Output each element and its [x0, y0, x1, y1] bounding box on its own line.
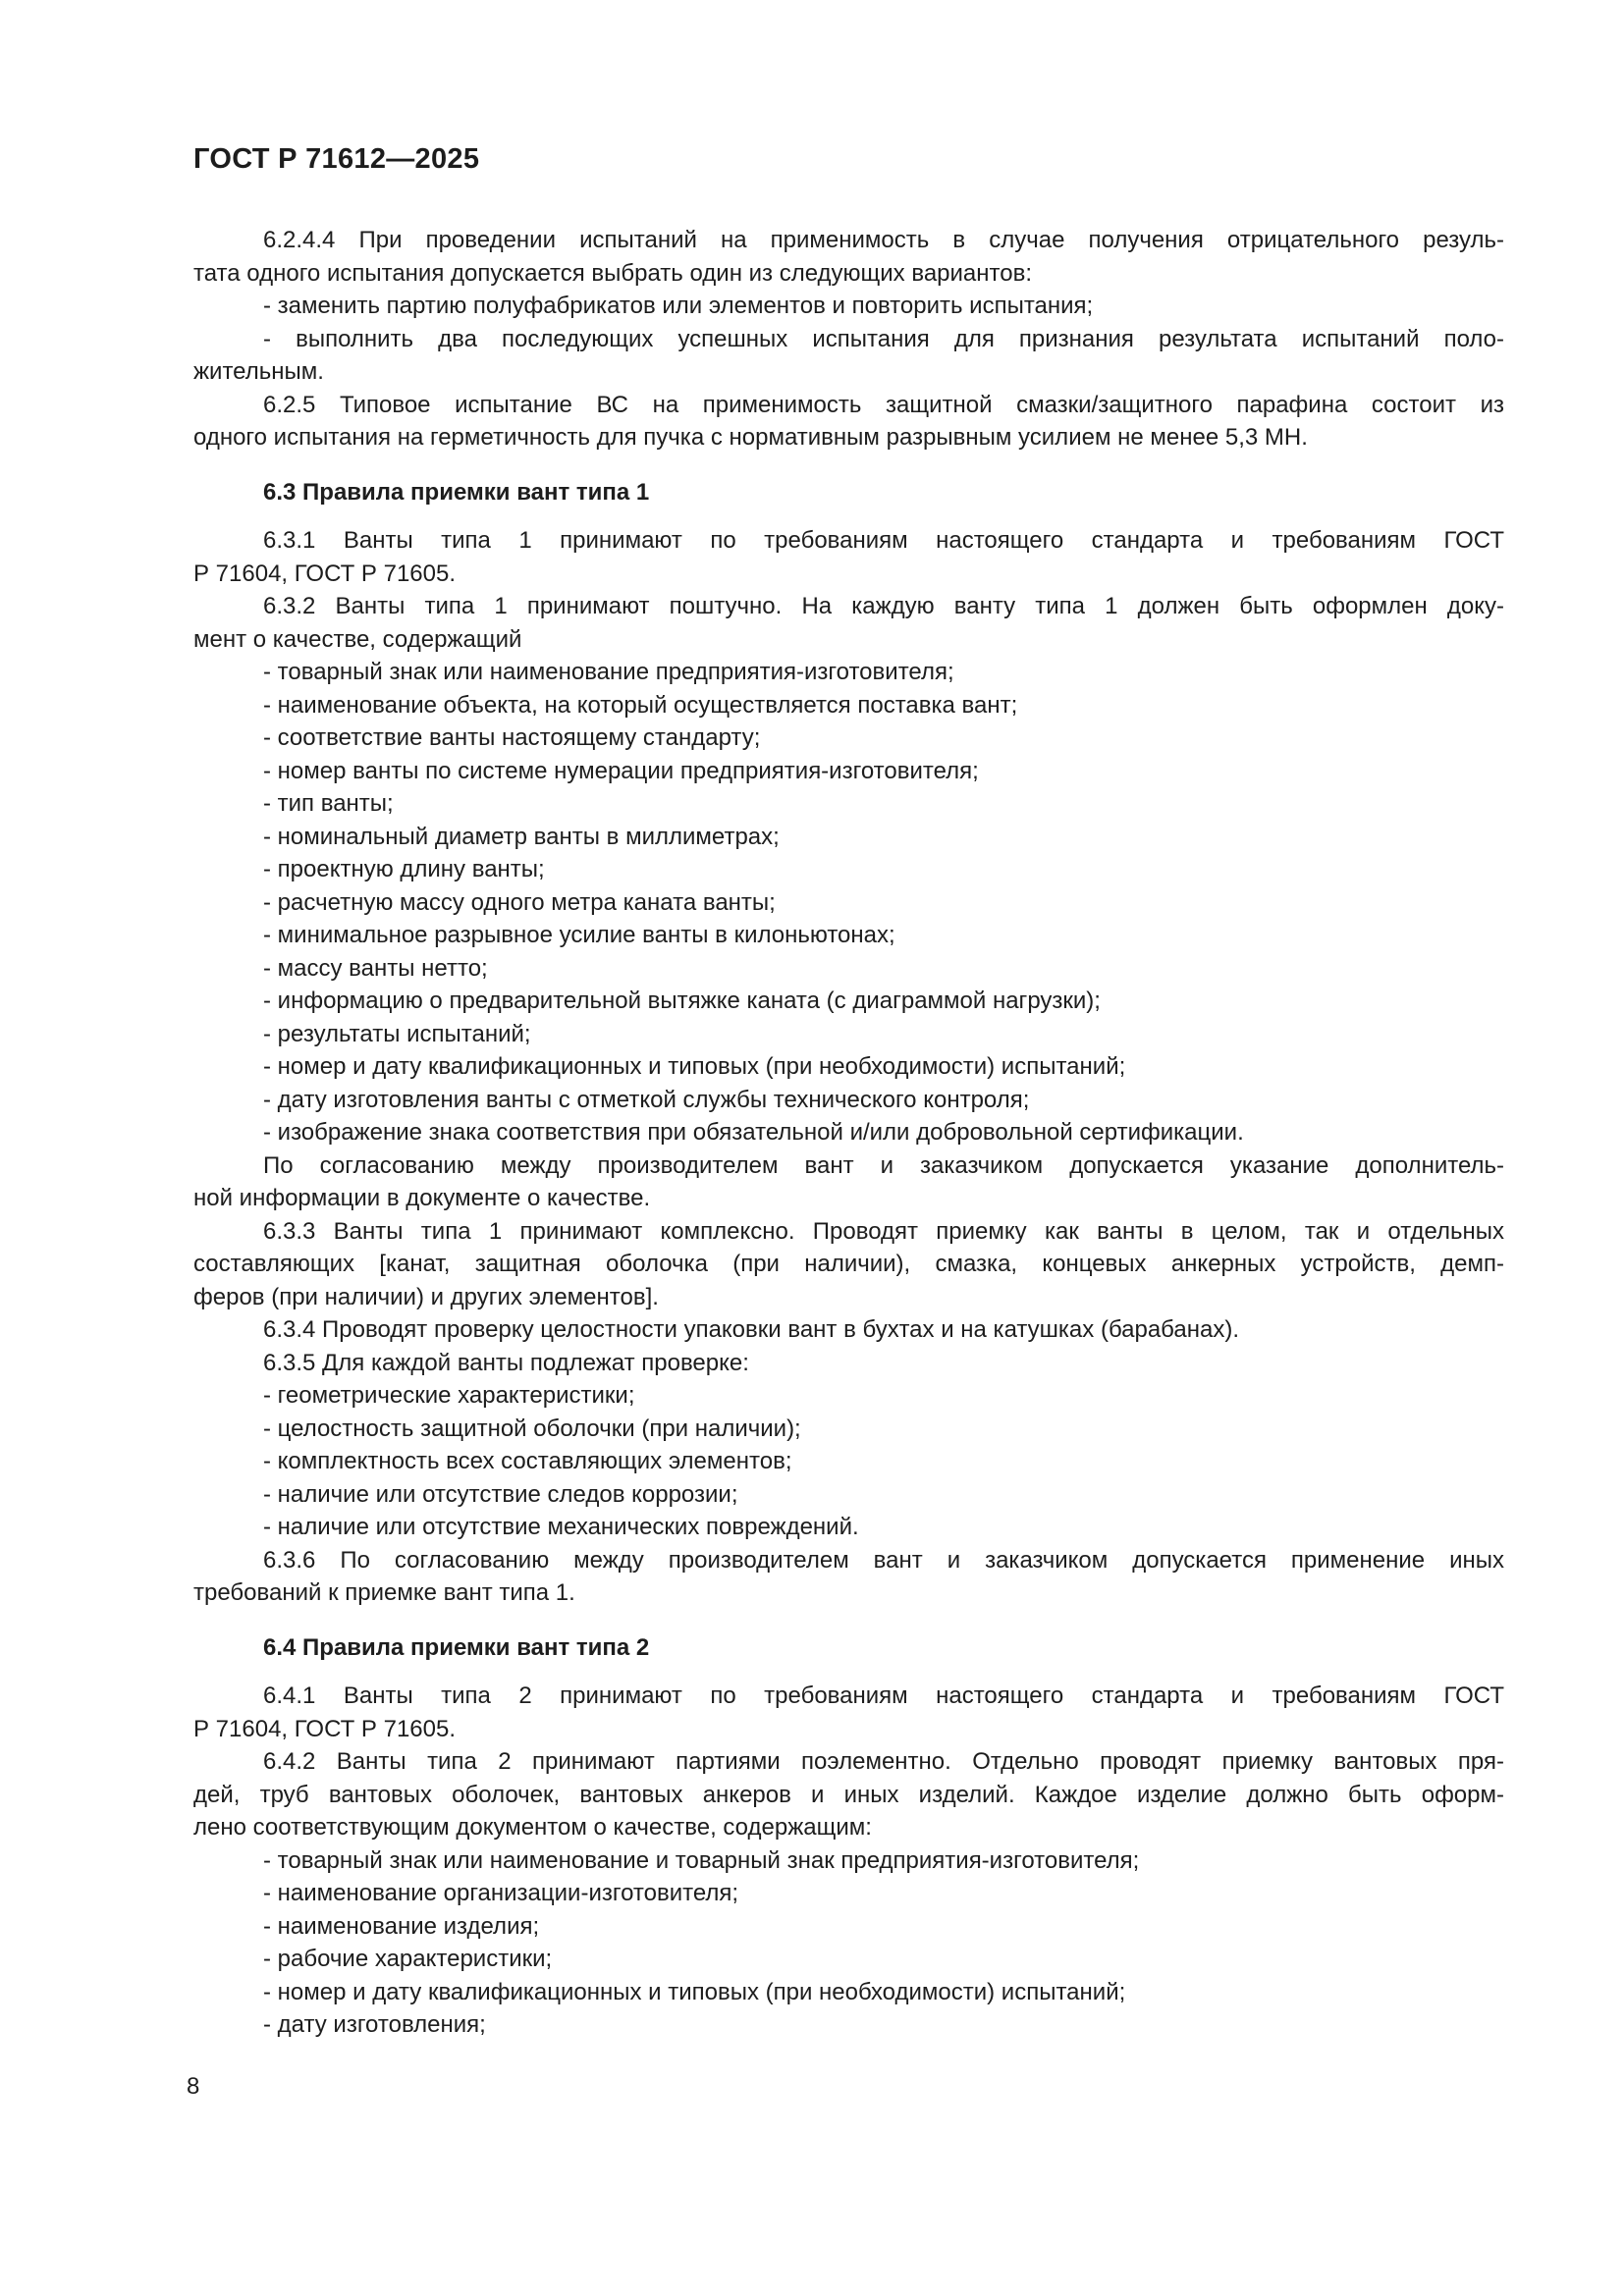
- paragraph-line: Р 71604, ГОСТ Р 71605.: [193, 1715, 457, 1742]
- paragraph-line: 6.4.1 Ванты типа 2 принимают по требованиям настоящего стандарта и требованиям ГОСТ: [263, 1682, 1504, 1709]
- paragraph-line: 6.3.4 Проводят проверку целостности упаковки вант в бухтах и на катушках (барабанах).: [263, 1316, 1239, 1343]
- paragraph-line: лено соответствующим документом о качестве, содержащим:: [193, 1814, 872, 1841]
- paragraph-line: 6.3.6 По согласованию между производителем вант и заказчиком допускается применение иных: [263, 1546, 1504, 1574]
- list-item: - номер и дату квалификационных и типовых (при необходимости) испытаний;: [263, 1053, 1126, 1080]
- list-item: - номинальный диаметр ванты в миллиметрах;: [263, 823, 780, 850]
- list-item: - номер и дату квалификационных и типовых (при необходимости) испытаний;: [263, 1978, 1126, 2005]
- list-item: - товарный знак или наименование предприятия-изготовителя;: [263, 659, 954, 685]
- list-item: - результаты испытаний;: [263, 1020, 531, 1047]
- paragraph-line: 6.4.2 Ванты типа 2 принимают партиями поэлементно. Отдельно проводят приемку вантовых пря-: [263, 1748, 1504, 1775]
- page-number: 8: [187, 2073, 200, 2100]
- list-item: - товарный знак или наименование и товарный знак предприятия-изготовителя;: [263, 1846, 1140, 1874]
- list-item: - номер ванты по системе нумерации предприятия-изготовителя;: [263, 757, 979, 784]
- list-item: - наличие или отсутствие следов коррозии;: [263, 1480, 738, 1508]
- paragraph-line: 6.3.3 Ванты типа 1 принимают комплексно. Проводят приемку как ванты в целом, так и отдельных: [263, 1217, 1504, 1245]
- list-item: - наименование изделия;: [263, 1912, 540, 1940]
- paragraph-line: ной информации в документе о качестве.: [193, 1185, 651, 1211]
- list-item: - целостность защитной оболочки (при наличии);: [263, 1415, 801, 1442]
- list-item: - наименование организации-изготовителя;: [263, 1880, 739, 1906]
- list-item: - геометрические характеристики;: [263, 1382, 635, 1409]
- paragraph-line: требований к приемке вант типа 1.: [193, 1579, 575, 1606]
- paragraph-line: По согласованию между производителем вант и заказчиком допускается указание дополнитель-: [263, 1151, 1504, 1179]
- section-heading: 6.3 Правила приемки вант типа 1: [263, 478, 650, 506]
- paragraph-line: Р 71604, ГОСТ Р 71605.: [193, 560, 457, 587]
- list-item: - массу ванты нетто;: [263, 954, 488, 982]
- section-heading: 6.4 Правила приемки вант типа 2: [263, 1633, 650, 1661]
- list-item: - наименование объекта, на который осуществляется поставка вант;: [263, 691, 1018, 719]
- paragraph-line: мент о качестве, содержащий: [193, 625, 522, 653]
- list-item: - дату изготовления ванты с отметкой службы технического контроля;: [263, 1086, 1030, 1113]
- list-item: - минимальное разрывное усилие ванты в килоньютонах;: [263, 922, 895, 948]
- list-item: - наличие или отсутствие механических повреждений.: [263, 1514, 859, 1540]
- paragraph-line: жительным.: [193, 358, 324, 385]
- paragraph-line: тата одного испытания допускается выбрать один из следующих вариантов:: [193, 259, 1033, 287]
- paragraph-line: 6.2.5 Типовое испытание ВС на применимость защитной смазки/защитного парафина состоит из: [263, 391, 1504, 418]
- list-item: - тип ванты;: [263, 790, 394, 817]
- paragraph-line: 6.3.2 Ванты типа 1 принимают поштучно. На каждую ванту типа 1 должен быть оформлен доку-: [263, 593, 1504, 619]
- paragraph-line: одного испытания на герметичность для пучка с нормативным разрывным усилием не менее 5,3 МН.: [193, 424, 1308, 451]
- standard-designation: ГОСТ Р 71612—2025: [193, 143, 480, 175]
- list-item: - комплектность всех составляющих элементов;: [263, 1448, 792, 1474]
- document-body: [193, 224, 1504, 2042]
- paragraph-line: составляющих [канат, защитная оболочка (при наличии), смазка, концевых анкерных устройств, демп-: [193, 1251, 1504, 1277]
- list-item: - дату изготовления;: [263, 2011, 486, 2038]
- paragraph-line: 6.3.5 Для каждой ванты подлежат проверке:: [263, 1349, 749, 1376]
- list-item: - заменить партию полуфабрикатов или элементов и повторить испытания;: [263, 293, 1094, 319]
- list-item: - выполнить два последующих успешных испытания для признания результата испытаний поло-: [263, 325, 1504, 352]
- list-item: - информацию о предварительной вытяжке каната (с диаграммой нагрузки);: [263, 988, 1101, 1014]
- list-item: - соответствие ванты настоящему стандарту;: [263, 724, 761, 751]
- list-item: - изображение знака соответствия при обязательной и/или добровольной сертификации.: [263, 1119, 1244, 1146]
- list-item: - расчетную массу одного метра каната ванты;: [263, 888, 776, 916]
- paragraph-line: 6.2.4.4 При проведении испытаний на применимость в случае получения отрицательного резуль-: [263, 227, 1504, 253]
- list-item: - проектную длину ванты;: [263, 856, 545, 882]
- paragraph-line: феров (при наличии) и других элементов].: [193, 1283, 659, 1310]
- paragraph-line: 6.3.1 Ванты типа 1 принимают по требованиям настоящего стандарта и требованиям ГОСТ: [263, 527, 1504, 554]
- paragraph-line: дей, труб вантовых оболочек, вантовых анкеров и иных изделий. Каждое изделие должно быть оформ-: [193, 1781, 1504, 1808]
- list-item: - рабочие характеристики;: [263, 1946, 553, 1972]
